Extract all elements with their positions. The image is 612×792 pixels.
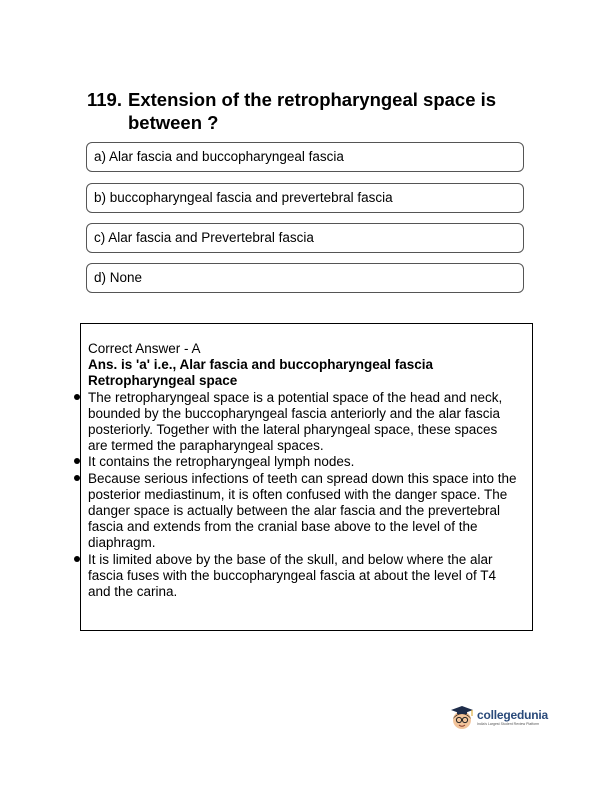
graduate-mascot-icon xyxy=(450,705,474,731)
logo-name: collegedunia xyxy=(477,708,548,722)
bullet-item xyxy=(88,390,520,455)
explanation-bullets xyxy=(88,390,520,601)
bullet-item xyxy=(88,454,520,470)
bullet-dot-icon xyxy=(74,475,80,481)
answer-explanation-box xyxy=(80,323,533,631)
bullet-text: It is limited above by the base of the skull, and below where the alar fascia fuses with the buccopharyngeal fascia at about the level of T4 and the carina. xyxy=(88,551,496,600)
bullet-text: It contains the retropharyngeal lymph nodes. xyxy=(88,454,355,470)
option-d[interactable]: d) None xyxy=(86,263,524,293)
option-b[interactable]: b) buccopharyngeal fascia and prevertebral fascia xyxy=(86,183,524,213)
bullet-text: The retropharyngeal space is a potential space of the head and neck, bounded by the buccopharyngeal fascia anteriorly and the alar fascia posteriorly. Together with the lateral pharyngeal space, these spaces are termed the parapharyngeal spaces. xyxy=(88,389,503,454)
explanation-heading: Retropharyngeal space xyxy=(88,373,238,389)
bullet-dot-icon xyxy=(74,458,80,464)
question-title xyxy=(87,88,527,134)
question-text: Extension of the retropharyngeal space is between ? xyxy=(128,89,497,133)
question-number: 119. xyxy=(87,89,122,110)
option-c[interactable]: c) Alar fascia and Prevertebral fascia xyxy=(86,223,524,253)
bullet-item xyxy=(88,552,520,601)
answer-summary: Ans. is 'a' i.e., Alar fascia and buccopharyngeal fascia xyxy=(88,357,434,373)
collegedunia-logo xyxy=(450,703,548,733)
bullet-dot-icon xyxy=(74,394,80,400)
bullet-item xyxy=(88,471,520,552)
logo-tagline: India's Largest Student Review Platform xyxy=(477,722,540,726)
correct-answer-label: Correct Answer - A xyxy=(88,341,201,356)
bullet-text: Because serious infections of teeth can spread down this space into the posterior mediastinum, it is often confused with the danger space. The danger space is actually between the alar fascia and the prevertebral fascia and extends from the cranial base above to the level of the diaphragm. xyxy=(88,470,517,551)
bullet-dot-icon xyxy=(74,556,80,562)
logo-text xyxy=(477,709,548,727)
option-a[interactable]: a) Alar fascia and buccopharyngeal fascia xyxy=(86,142,524,172)
